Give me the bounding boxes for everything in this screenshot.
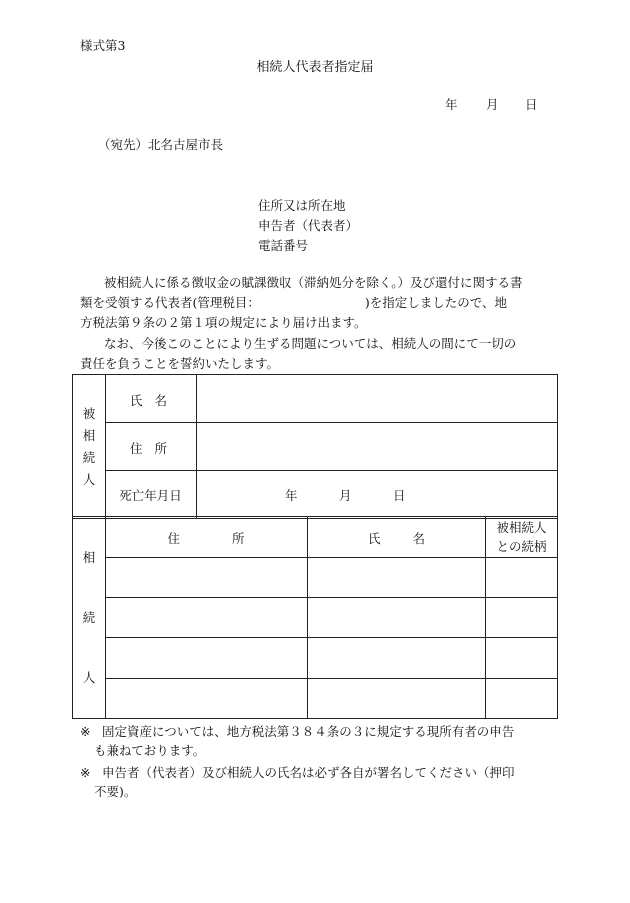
heirs-side-label: 相 続 人 [82, 550, 96, 685]
heir-1-address-field[interactable] [106, 558, 307, 597]
heir-1-relation-field[interactable] [486, 558, 557, 597]
heir-4-name-field[interactable] [308, 679, 485, 718]
decedent-table [72, 374, 558, 519]
heir-4-address-field[interactable] [106, 679, 307, 718]
note-1-mark: ※ [80, 724, 91, 739]
heir-4-relation-field[interactable] [486, 679, 557, 718]
note-2 [80, 763, 560, 801]
applicant-phone-label: 電話番号 [258, 238, 309, 253]
death-month-label: 月 [339, 488, 352, 503]
note-2-mark: ※ [80, 765, 91, 780]
form-title: 相続人代表者指定届 [256, 60, 374, 75]
para1-line2b: )を指定しましたので、地 [364, 295, 508, 310]
death-date-label: 死亡年月日 [119, 488, 182, 503]
heirs-table [72, 516, 558, 719]
death-day-label: 日 [393, 488, 406, 503]
death-date-field[interactable] [197, 471, 557, 517]
date-month: 月 [486, 97, 499, 112]
decedent-name-label: 氏名 [129, 393, 179, 408]
date-day: 日 [525, 97, 538, 112]
heir-3-name-field[interactable] [308, 638, 485, 678]
decedent-side-label: 被 相 続 人 [82, 406, 96, 487]
para1-line3: 方税法第９条の２第１項の規定により届け出ます。 [80, 315, 367, 330]
note-1 [80, 722, 560, 760]
decedent-name-field[interactable] [197, 375, 557, 422]
death-year-label: 年 [285, 488, 298, 503]
note-2-line2: 不要)。 [94, 784, 137, 799]
form-number: 様式第3 [80, 38, 126, 53]
para2-line2: 責任を負うことを誓約いたします。 [80, 356, 280, 371]
heir-2-address-field[interactable] [106, 598, 307, 637]
note-1-line1: 固定資産については、地方税法第３８４条の３に規定する現所有者の申告 [102, 724, 515, 739]
para1-line2a: 類を受領する代表者(管理税目： [80, 295, 260, 310]
declaration-paragraph-2 [80, 334, 558, 374]
applicant-address-label: 住所又は所在地 [258, 198, 346, 213]
decedent-address-field[interactable] [197, 423, 557, 470]
declaration-paragraph-1 [80, 273, 558, 333]
applicant-name-label: 申告者（代表者） [258, 218, 359, 233]
heirs-col-name: 氏名 [367, 531, 457, 546]
note-1-line2: も兼ねております。 [94, 743, 206, 758]
date-year: 年 [445, 97, 458, 112]
heir-3-address-field[interactable] [106, 638, 307, 678]
heirs-col-relation: 被相続人 との続柄 [496, 520, 547, 554]
heir-3-relation-field[interactable] [486, 638, 557, 678]
heirs-col-address: 住所 [167, 531, 297, 546]
para1-line1: 被相続人に係る徴収金の賦課徴収（滞納処分を除く。）及び還付に関する書 [104, 275, 523, 290]
note-2-line1: 申告者（代表者）及び相続人の氏名は必ず各自が署名してください（押印 [102, 765, 515, 780]
heir-2-relation-field[interactable] [486, 598, 557, 637]
heir-2-name-field[interactable] [308, 598, 485, 637]
heir-1-name-field[interactable] [308, 558, 485, 597]
para2-line1: なお、今後このことにより生ずる問題については、相続人の間にて一切の [104, 336, 517, 351]
addressee: （宛先）北名古屋市長 [98, 137, 224, 152]
decedent-address-label: 住所 [129, 441, 179, 456]
